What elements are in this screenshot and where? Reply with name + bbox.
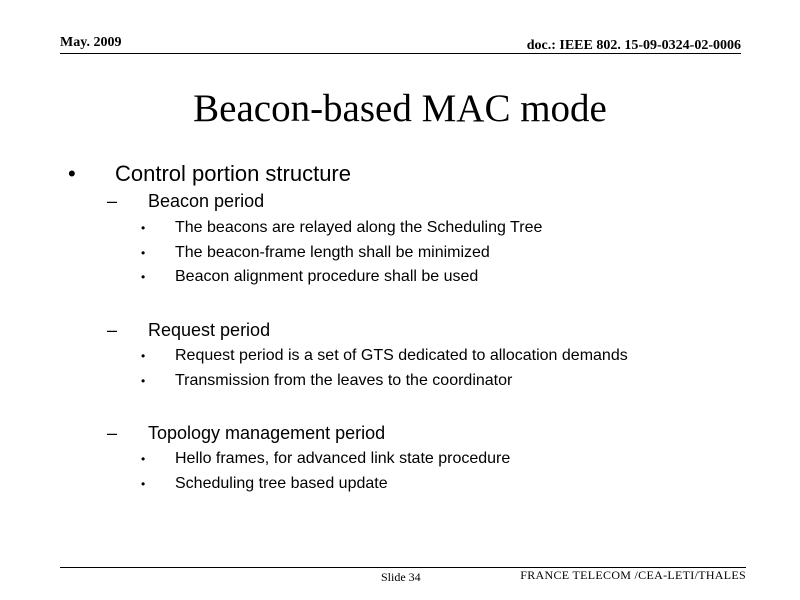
bullet-dot-icon: • — [141, 270, 146, 284]
bullet-dot-icon: • — [141, 349, 146, 363]
dash-icon: – — [107, 423, 118, 443]
header-doc-id: doc.: IEEE 802. 15-09-0324-02-0006 — [526, 38, 741, 53]
slide-title: Beacon-based MAC mode — [193, 87, 607, 130]
list-item: The beacons are relayed along the Scheduling Tree — [175, 219, 543, 236]
list-item: The beacon-frame length shall be minimized — [175, 244, 490, 261]
bullet-dot-icon: • — [141, 477, 146, 491]
list-item: Request period is a set of GTS dedicated to allocation demands — [175, 347, 628, 364]
dash-icon: – — [107, 320, 118, 340]
bullet-dot-icon: • — [141, 221, 146, 235]
footer-organization: FRANCE TELECOM /CEA-LETI/THALES — [520, 568, 746, 582]
slide-number: Slide 34 — [381, 570, 421, 584]
list-item: Beacon alignment procedure shall be used — [175, 268, 479, 285]
section-label-request: Request period — [148, 320, 271, 340]
bullet-dot-icon: • — [68, 161, 76, 186]
section-label-topology: Topology management period — [148, 423, 386, 443]
header-date: May. 2009 — [60, 35, 122, 50]
bullet-dot-icon: • — [141, 452, 146, 466]
bullet-dot-icon: • — [141, 374, 146, 388]
control-portion-heading: Control portion structure — [115, 161, 351, 186]
dash-icon: – — [107, 191, 118, 211]
list-item: Hello frames, for advanced link state procedure — [175, 450, 511, 467]
list-item: Scheduling tree based update — [175, 475, 388, 492]
section-label-beacon: Beacon period — [148, 191, 265, 211]
header-divider — [60, 53, 741, 54]
list-item: Transmission from the leaves to the coordinator — [175, 372, 513, 389]
bullet-dot-icon: • — [141, 246, 146, 260]
